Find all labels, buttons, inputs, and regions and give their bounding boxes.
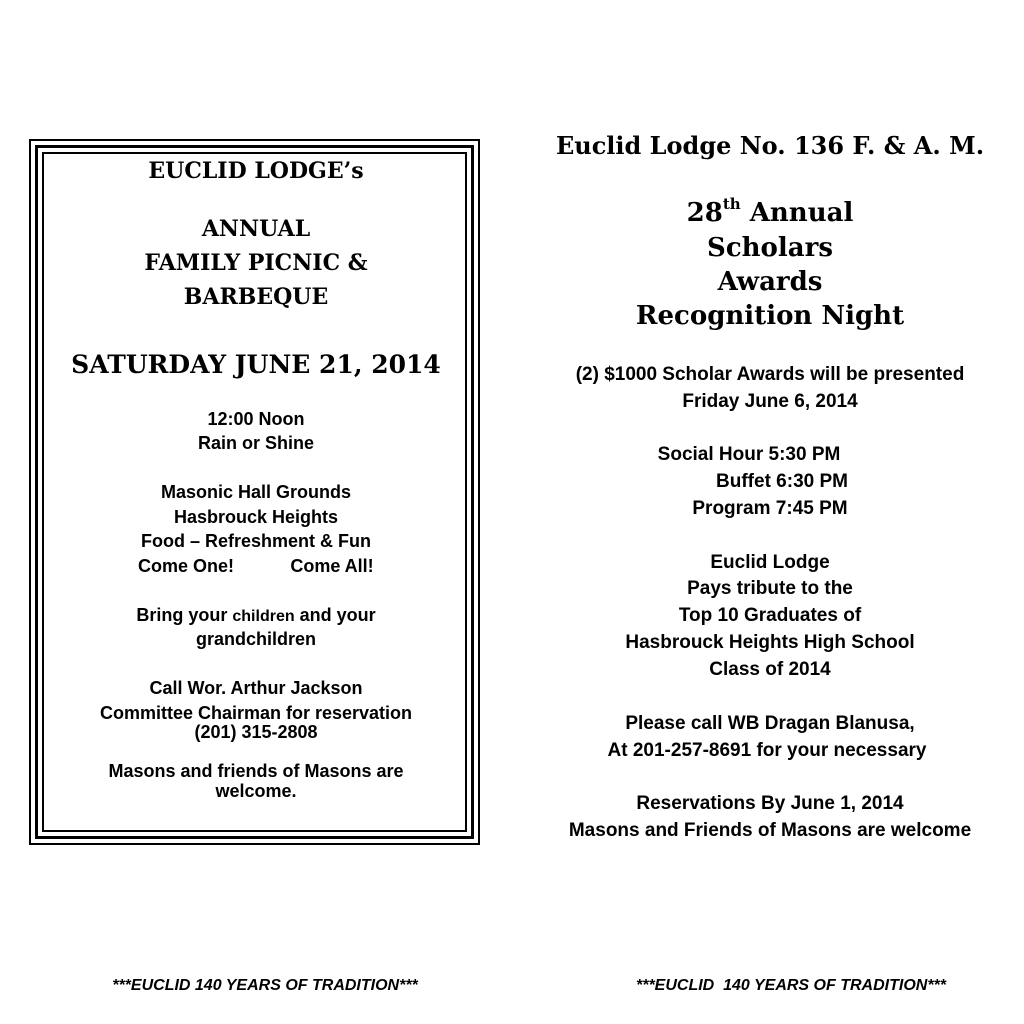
picnic-welcome-2: welcome.: [215, 781, 297, 801]
scholars-buffet: Buffet 6:30 PM: [716, 471, 848, 492]
picnic-chairman: Committee Chairman for reservation: [99, 703, 413, 723]
picnic-venue-1: Masonic Hall Grounds: [160, 482, 352, 502]
scholars-annual: Annual: [740, 198, 854, 228]
scholars-awards: (2) $1000 Scholar Awards will be presented: [575, 364, 965, 385]
scholars-heading: Euclid Lodge No. 136 F. & A. M.: [555, 131, 985, 160]
picnic-weather: Rain or Shine: [197, 433, 315, 453]
scholars-tribute-1: Euclid Lodge: [710, 552, 830, 573]
scholars-welcome: Masons and Friends of Masons are welcome: [568, 820, 972, 841]
scholars-program: Program 7:45 PM: [692, 498, 848, 519]
picnic-call: Call Wor. Arthur Jackson: [149, 678, 363, 698]
picnic-event-line-1: ANNUAL: [201, 216, 311, 242]
scholars-title-2: Scholars: [707, 233, 833, 263]
picnic-lodge-name: EUCLID LODGE’s: [148, 158, 364, 184]
picnic-bring-a: Bring your: [136, 605, 233, 625]
scholars-number: 28: [686, 198, 723, 228]
scholars-call-1: Please call WB Dragan Blanusa,: [625, 713, 915, 734]
picnic-bring-b: children: [232, 608, 295, 625]
scholars-number-suffix: th: [722, 195, 741, 214]
picnic-bring-line-1: [136, 605, 375, 626]
picnic-invite-1: Come One!: [137, 556, 235, 576]
picnic-activities: Food – Refreshment & Fun: [140, 531, 372, 551]
scholars-date: Friday June 6, 2014: [682, 391, 858, 412]
picnic-date: SATURDAY JUNE 21, 2014: [71, 350, 441, 379]
scholars-title-3: Awards: [717, 267, 823, 297]
picnic-welcome-1: Masons and friends of Masons are: [108, 761, 404, 781]
picnic-invite-2: Come All!: [290, 556, 374, 576]
footer-right-tradition: ***EUCLID 140 YEARS OF TRADITION***: [636, 977, 946, 994]
picnic-event-line-2: FAMILY PICNIC &: [144, 250, 368, 276]
scholars-title-4: Recognition Night: [635, 301, 905, 331]
picnic-bring-line-2: grandchildren: [195, 629, 317, 649]
scholars-social-hour: Social Hour 5:30 PM: [657, 444, 841, 465]
footer-left-tradition: ***EUCLID 140 YEARS OF TRADITION***: [112, 977, 418, 994]
picnic-time: 12:00 Noon: [207, 409, 305, 429]
picnic-venue-2: Hasbrouck Heights: [173, 507, 339, 527]
scholars-reserve: Reservations By June 1, 2014: [636, 793, 904, 814]
picnic-phone: (201) 315-2808: [194, 722, 318, 742]
scholars-tribute-3: Top 10 Graduates of: [678, 605, 862, 626]
picnic-bring-c: and your: [294, 605, 376, 625]
scholars-tribute-5: Class of 2014: [709, 659, 831, 680]
scholars-tribute-2: Pays tribute to the: [687, 578, 853, 599]
picnic-event-line-3: BARBEQUE: [183, 284, 329, 310]
scholars-tribute-4: Hasbrouck Heights High School: [625, 632, 915, 653]
scholars-title-1: [686, 195, 854, 228]
scholars-call-2: At 201-257-8691 for your necessary: [607, 740, 927, 761]
